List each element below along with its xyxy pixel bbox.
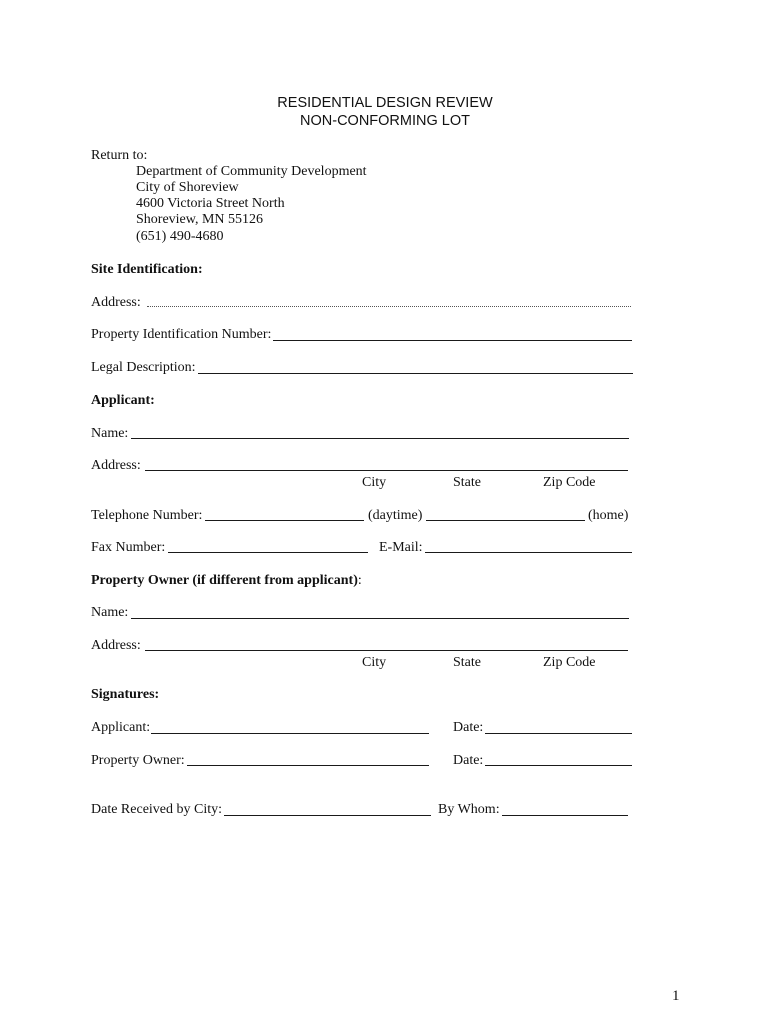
applicant-signature-label: Applicant: (91, 720, 151, 735)
site-address-label: Address: (91, 295, 141, 310)
signatures-heading: Signatures: (91, 687, 160, 702)
by-whom-field[interactable] (502, 815, 628, 816)
telephone-daytime-field[interactable] (205, 520, 364, 521)
form-title-line1: RESIDENTIAL DESIGN REVIEW (277, 95, 493, 111)
legal-description-label: Legal Description: (91, 360, 196, 375)
owner-city-label: City (362, 655, 387, 670)
site-address-field[interactable] (147, 306, 631, 307)
owner-name-field[interactable] (131, 618, 629, 619)
owner-state-label: State (453, 655, 481, 670)
home-label: (home) (588, 508, 629, 523)
fax-field[interactable] (168, 552, 368, 553)
return-city-state-zip: Shoreview, MN 55126 (136, 212, 264, 227)
owner-signature-label: Property Owner: (91, 753, 185, 768)
owner-name-label: Name: (91, 605, 129, 620)
telephone-home-field[interactable] (426, 520, 585, 521)
applicant-zip-label: Zip Code (543, 475, 596, 490)
return-street: 4600 Victoria Street North (136, 196, 285, 211)
applicant-name-field[interactable] (131, 438, 629, 439)
applicant-name-label: Name: (91, 426, 129, 441)
daytime-label: (daytime) (368, 508, 423, 523)
legal-description-field[interactable] (198, 373, 633, 374)
owner-date-label: Date: (453, 753, 484, 768)
applicant-address-field[interactable] (145, 470, 628, 471)
site-identification-heading: Site Identification: (91, 262, 203, 277)
email-label: E-Mail: (379, 540, 423, 555)
applicant-date-field[interactable] (485, 733, 632, 734)
date-received-field[interactable] (224, 815, 431, 816)
return-city: City of Shoreview (136, 180, 239, 195)
applicant-city-label: City (362, 475, 387, 490)
pin-field[interactable] (273, 340, 632, 341)
property-owner-heading (91, 573, 362, 589)
date-received-label: Date Received by City: (91, 802, 223, 817)
applicant-address-label: Address: (91, 458, 141, 473)
applicant-signature-field[interactable] (151, 733, 429, 734)
form-title-line2: NON-CONFORMING LOT (300, 113, 470, 129)
applicant-state-label: State (453, 475, 481, 490)
return-to-label: Return to: (91, 148, 148, 163)
owner-date-field[interactable] (485, 765, 632, 766)
owner-signature-field[interactable] (187, 765, 429, 766)
fax-label: Fax Number: (91, 540, 166, 555)
property-owner-heading-colon: : (357, 573, 362, 588)
owner-address-label: Address: (91, 638, 141, 653)
owner-address-field[interactable] (145, 650, 628, 651)
return-department: Department of Community Development (136, 164, 367, 179)
pin-label: Property Identification Number: (91, 327, 272, 342)
owner-zip-label: Zip Code (543, 655, 596, 670)
return-phone: (651) 490-4680 (136, 229, 224, 244)
applicant-heading: Applicant: (91, 393, 155, 408)
property-owner-heading-text: Property Owner (if different from applicant) (91, 573, 358, 588)
email-field[interactable] (425, 552, 632, 553)
applicant-date-label: Date: (453, 720, 484, 735)
page-number: 1 (672, 988, 680, 1004)
telephone-label: Telephone Number: (91, 508, 203, 523)
by-whom-label: By Whom: (438, 802, 500, 817)
